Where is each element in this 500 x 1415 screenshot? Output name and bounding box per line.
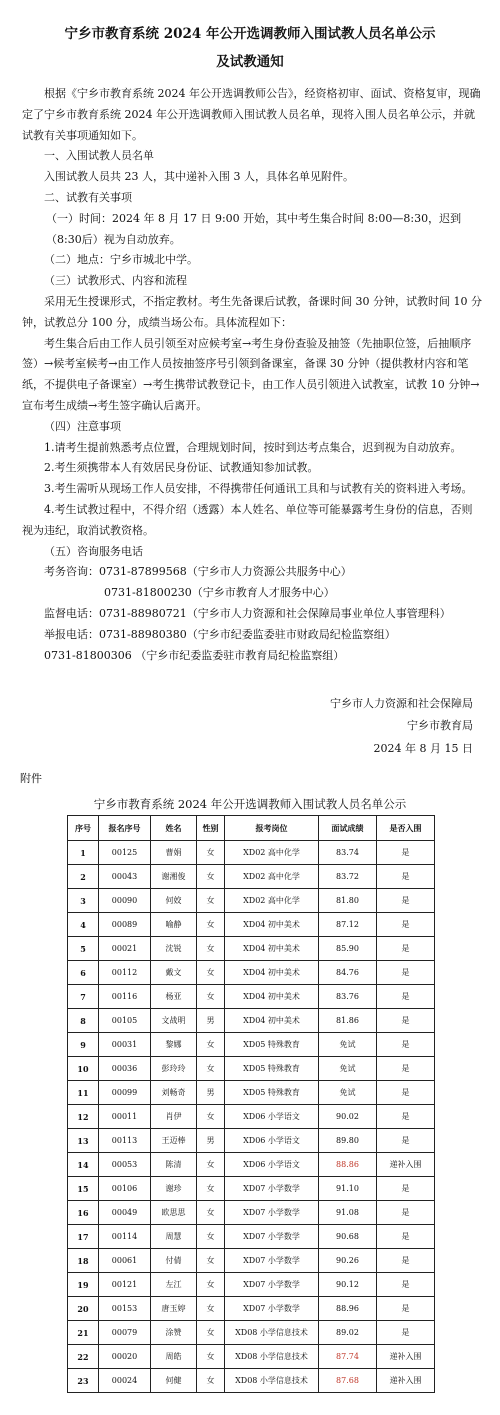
interview-score: 免试: [319, 1057, 377, 1081]
position: XD05 特殊教育: [225, 1033, 319, 1057]
interview-score: 免试: [319, 1081, 377, 1105]
gender: 女: [197, 841, 225, 865]
registration-id: 00079: [99, 1321, 151, 1345]
position: XD05 特殊教育: [225, 1057, 319, 1081]
row-number: 17: [68, 1225, 99, 1249]
table-row: [68, 1177, 435, 1201]
candidate-name: 欧思思: [151, 1201, 197, 1225]
position: XD05 特殊教育: [225, 1081, 319, 1105]
registration-id: 00153: [99, 1297, 151, 1321]
row-number: 3: [68, 889, 99, 913]
gender: 女: [197, 913, 225, 937]
gender: 女: [197, 1369, 225, 1393]
document-title: 宁乡市教育系统 2024 年公开选调教师入围试教人员名单公示: [64, 26, 436, 42]
section-heading: （五）咨询服务电话: [44, 544, 143, 558]
section-heading: 二、试教有关事项: [44, 190, 132, 204]
gender: 男: [197, 1009, 225, 1033]
admission-status: 是: [377, 961, 435, 985]
registration-id: 00049: [99, 1201, 151, 1225]
interview-score: 81.80: [319, 889, 377, 913]
admission-status: 是: [377, 841, 435, 865]
admission-status: 是: [377, 1081, 435, 1105]
table-row: [68, 1297, 435, 1321]
gender: 女: [197, 1225, 225, 1249]
registration-id: 00099: [99, 1081, 151, 1105]
candidate-name: 周皓: [151, 1345, 197, 1369]
table-row: [68, 1009, 435, 1033]
table-row: [68, 961, 435, 985]
table-row: [68, 1225, 435, 1249]
row-number: 18: [68, 1249, 99, 1273]
position: XD06 小学语文: [225, 1153, 319, 1177]
signature-org-edu: 宁乡市教育局: [407, 719, 473, 732]
row-number: 10: [68, 1057, 99, 1081]
interview-score: 83.74: [319, 841, 377, 865]
gender: 女: [197, 865, 225, 889]
row-number: 6: [68, 961, 99, 985]
row-number: 7: [68, 985, 99, 1009]
table-row: [68, 1033, 435, 1057]
candidate-name: 戴文: [151, 961, 197, 985]
position: XD07 小学数学: [225, 1225, 319, 1249]
candidate-name: 谢湘俊: [151, 865, 197, 889]
interview-score: 84.76: [319, 961, 377, 985]
candidate-name: 曹娟: [151, 841, 197, 865]
paragraph: （三）试教形式、内容和流程: [44, 274, 187, 288]
signature-date: 2024 年 8 月 15 日: [373, 742, 473, 755]
registration-id: 00061: [99, 1249, 151, 1273]
header-cell: 序号: [68, 816, 99, 841]
registration-id: 00053: [99, 1153, 151, 1177]
registration-id: 00011: [99, 1105, 151, 1129]
admission-status: 是: [377, 985, 435, 1009]
candidate-name: 谢珍: [151, 1177, 197, 1201]
attachment-label: 附件: [20, 772, 42, 785]
candidate-name: 唐玉婷: [151, 1297, 197, 1321]
interview-score: 88.96: [319, 1297, 377, 1321]
table-row: [68, 1105, 435, 1129]
paragraph: 3.考生需听从现场工作人员安排，不得携带任何通讯工具和与试教有关的资料进入考场。: [44, 482, 473, 496]
interview-score: 83.72: [319, 865, 377, 889]
header-cell: 性别: [197, 816, 225, 841]
row-number: 1: [68, 841, 99, 865]
table-row: [68, 841, 435, 865]
row-number: 8: [68, 1009, 99, 1033]
candidate-name: 涂赞: [151, 1321, 197, 1345]
paragraph: 考生集合后由工作人员引领至对应候考室→考生身份查验及抽签（先抽职位签，后抽顺序签）→候考室候考→由工作人员按抽签序号引领到备课室，备课 30 分钟（提供教材内容和笔纸，不提供电子备课室）→考生携带试教登记卡，由工作人员引领进入试教室，试教 10 分钟→宣布考生成绩→考生签字确认后离开。: [22, 336, 480, 412]
row-number: 22: [68, 1345, 99, 1369]
row-number: 16: [68, 1201, 99, 1225]
row-number: 5: [68, 937, 99, 961]
row-number: 11: [68, 1081, 99, 1105]
header-cell: 报考岗位: [225, 816, 319, 841]
admission-status: 是: [377, 889, 435, 913]
table-row: [68, 865, 435, 889]
gender: 女: [197, 1057, 225, 1081]
gender: 女: [197, 1297, 225, 1321]
interview-score: 85.90: [319, 937, 377, 961]
registration-id: 00031: [99, 1033, 151, 1057]
position: XD02 高中化学: [225, 841, 319, 865]
row-number: 20: [68, 1297, 99, 1321]
table-row: [68, 1369, 435, 1393]
interview-score: 83.76: [319, 985, 377, 1009]
contact-line: 0731-81800230（宁乡市教育人才服务中心）: [104, 586, 335, 600]
interview-score: 90.26: [319, 1249, 377, 1273]
admission-status: 是: [377, 937, 435, 961]
registration-id: 00114: [99, 1225, 151, 1249]
contact-line: 0731-81800306 （宁乡市纪委监委驻市教育局纪检监察组）: [44, 648, 345, 662]
registration-id: 00024: [99, 1369, 151, 1393]
position: XD02 高中化学: [225, 889, 319, 913]
admission-status: 是: [377, 1273, 435, 1297]
admission-status: 是: [377, 1033, 435, 1057]
candidate-name: 刘畅奇: [151, 1081, 197, 1105]
position: XD07 小学数学: [225, 1177, 319, 1201]
table-title: 宁乡市教育系统 2024 年公开选调教师入围试教人员名单公示: [93, 797, 407, 811]
candidate-name: 沈锐: [151, 937, 197, 961]
registration-id: 00125: [99, 841, 151, 865]
position: XD07 小学数学: [225, 1249, 319, 1273]
header-cell: 报名序号: [99, 816, 151, 841]
gender: 女: [197, 1105, 225, 1129]
table-header-row: [68, 816, 435, 841]
gender: 男: [197, 1129, 225, 1153]
contact-line: 考务咨询：0731-87899568（宁乡市人力资源公共服务中心）: [44, 565, 352, 579]
registration-id: 00021: [99, 937, 151, 961]
interview-score: 免试: [319, 1033, 377, 1057]
position: XD04 初中美术: [225, 937, 319, 961]
row-number: 12: [68, 1105, 99, 1129]
row-number: 14: [68, 1153, 99, 1177]
admission-status: 是: [377, 1177, 435, 1201]
admission-status: 是: [377, 1009, 435, 1033]
candidate-name: 周慧: [151, 1225, 197, 1249]
admission-status: 是: [377, 1297, 435, 1321]
registration-id: 00121: [99, 1273, 151, 1297]
paragraph: 采用无生授课形式，不指定教材。考生先备课后试教，备课时间 30 分钟，试教时间 10 分钟，试教总分 100 分，成绩当场公布。具体流程如下：: [22, 294, 482, 329]
signature-org-hr: 宁乡市人力资源和社会保障局: [330, 697, 473, 710]
intro-paragraph: 根据《宁乡市教育系统 2024 年公开选调教师公告》，经资格初审、面试、资格复审，现确定了宁乡市教育系统 2024 年公开选调教师入围试教人员名单，现将入围人员名单公示，并就试教有关事项通知如下。: [22, 87, 481, 142]
interview-score: 89.02: [319, 1321, 377, 1345]
candidate-name: 肖伊: [151, 1105, 197, 1129]
candidate-name: 王迈棒: [151, 1129, 197, 1153]
admission-status: 是: [377, 913, 435, 937]
paragraph: （二）地点：宁乡市城北中学。: [44, 253, 198, 267]
interview-score: 81.86: [319, 1009, 377, 1033]
interview-score: 89.80: [319, 1129, 377, 1153]
gender: 女: [197, 1249, 225, 1273]
row-number: 23: [68, 1369, 99, 1393]
row-number: 4: [68, 913, 99, 937]
row-number: 19: [68, 1273, 99, 1297]
interview-score: 91.10: [319, 1177, 377, 1201]
gender: 女: [197, 1273, 225, 1297]
position: XD04 初中美术: [225, 985, 319, 1009]
registration-id: 00090: [99, 889, 151, 913]
table-row: [68, 937, 435, 961]
registration-id: 00106: [99, 1177, 151, 1201]
table-row: [68, 913, 435, 937]
row-number: 13: [68, 1129, 99, 1153]
gender: 女: [197, 1345, 225, 1369]
candidate-name: 杨亚: [151, 985, 197, 1009]
row-number: 15: [68, 1177, 99, 1201]
table-row: [68, 1081, 435, 1105]
contact-line: 监督电话：0731-88980721（宁乡市人力资源和社会保障局事业单位人事管理科）: [44, 606, 451, 620]
candidate-name: 何健: [151, 1369, 197, 1393]
interview-score: 90.12: [319, 1273, 377, 1297]
interview-score: 90.02: [319, 1105, 377, 1129]
interview-score: 87.12: [319, 913, 377, 937]
position: XD08 小学信息技术: [225, 1345, 319, 1369]
gender: 女: [197, 1153, 225, 1177]
header-cell: 是否入围: [377, 816, 435, 841]
candidate-table: [67, 815, 435, 1393]
section-heading: （四）注意事项: [44, 419, 121, 433]
interview-score: 87.74: [319, 1345, 377, 1369]
position: XD07 小学数学: [225, 1201, 319, 1225]
admission-status: 是: [377, 1225, 435, 1249]
position: XD07 小学数学: [225, 1297, 319, 1321]
admission-status: 递补入围: [377, 1345, 435, 1369]
table-row: [68, 1057, 435, 1081]
position: XD06 小学语文: [225, 1105, 319, 1129]
candidate-name: 陈清: [151, 1153, 197, 1177]
paragraph: 1.请考生提前熟悉考点位置，合理规划时间，按时到达考点集合，迟到视为自动放弃。: [44, 440, 462, 454]
registration-id: 00043: [99, 865, 151, 889]
position: XD02 高中化学: [225, 865, 319, 889]
admission-status: 是: [377, 1105, 435, 1129]
gender: 女: [197, 1201, 225, 1225]
candidate-name: 黎娜: [151, 1033, 197, 1057]
admission-status: 是: [377, 1057, 435, 1081]
table-row: [68, 1345, 435, 1369]
candidate-name: 左江: [151, 1273, 197, 1297]
gender: 女: [197, 961, 225, 985]
section-heading: 一、入围试教人员名单: [44, 149, 154, 163]
table-row: [68, 1321, 435, 1345]
position: XD04 初中美术: [225, 913, 319, 937]
interview-score: 91.08: [319, 1201, 377, 1225]
admission-status: 是: [377, 865, 435, 889]
paragraph: 入围试教人员共 23 人，其中递补入围 3 人，具体名单见附件。: [44, 170, 354, 184]
paragraph: 4.考生试教过程中，不得介绍（透露）本人姓名、单位等可能暴露考生身份的信息，否则视为违纪，取消试教资格。: [22, 502, 473, 537]
position: XD04 初中美术: [225, 961, 319, 985]
table-row: [68, 1273, 435, 1297]
gender: 女: [197, 889, 225, 913]
row-number: 2: [68, 865, 99, 889]
position: XD04 初中美术: [225, 1009, 319, 1033]
header-cell: 面试成绩: [319, 816, 377, 841]
admission-status: 是: [377, 1201, 435, 1225]
registration-id: 00113: [99, 1129, 151, 1153]
table-row: [68, 1201, 435, 1225]
admission-status: 是: [377, 1249, 435, 1273]
paragraph: （一）时间：2024 年 8 月 17 日 9:00 开始，其中考生集合时间 8:00—8:30，迟到（8:30后）视为自动放弃。: [46, 211, 462, 246]
gender: 女: [197, 985, 225, 1009]
table-row: [68, 1129, 435, 1153]
table-row: [68, 889, 435, 913]
candidate-name: 彭玲玲: [151, 1057, 197, 1081]
gender: 女: [197, 1177, 225, 1201]
gender: 女: [197, 1033, 225, 1057]
position: XD08 小学信息技术: [225, 1321, 319, 1345]
header-cell: 姓名: [151, 816, 197, 841]
registration-id: 00112: [99, 961, 151, 985]
candidate-name: 文战明: [151, 1009, 197, 1033]
admission-status: 递补入围: [377, 1369, 435, 1393]
row-number: 21: [68, 1321, 99, 1345]
position: XD08 小学信息技术: [225, 1369, 319, 1393]
contact-line: 举报电话：0731-88980380（宁乡市纪委监委驻市财政局纪检监察组）: [44, 627, 396, 641]
candidate-name: 何姣: [151, 889, 197, 913]
registration-id: 00105: [99, 1009, 151, 1033]
admission-status: 是: [377, 1321, 435, 1345]
table-row: [68, 1153, 435, 1177]
table-row: [68, 1249, 435, 1273]
registration-id: 00020: [99, 1345, 151, 1369]
registration-id: 00089: [99, 913, 151, 937]
registration-id: 00116: [99, 985, 151, 1009]
candidate-name: 付倩: [151, 1249, 197, 1273]
admission-status: 递补入围: [377, 1153, 435, 1177]
candidate-name: 喻静: [151, 913, 197, 937]
registration-id: 00036: [99, 1057, 151, 1081]
gender: 女: [197, 1321, 225, 1345]
gender: 女: [197, 937, 225, 961]
table-row: [68, 985, 435, 1009]
row-number: 9: [68, 1033, 99, 1057]
interview-score: 90.68: [319, 1225, 377, 1249]
interview-score: 87.68: [319, 1369, 377, 1393]
admission-status: 是: [377, 1129, 435, 1153]
paragraph: 2.考生须携带本人有效居民身份证、试教通知参加试教。: [44, 461, 319, 475]
position: XD06 小学语文: [225, 1129, 319, 1153]
notice-body: [22, 84, 482, 666]
gender: 男: [197, 1081, 225, 1105]
document-subtitle: 及试教通知: [216, 54, 284, 70]
interview-score: 88.86: [319, 1153, 377, 1177]
position: XD07 小学数学: [225, 1273, 319, 1297]
